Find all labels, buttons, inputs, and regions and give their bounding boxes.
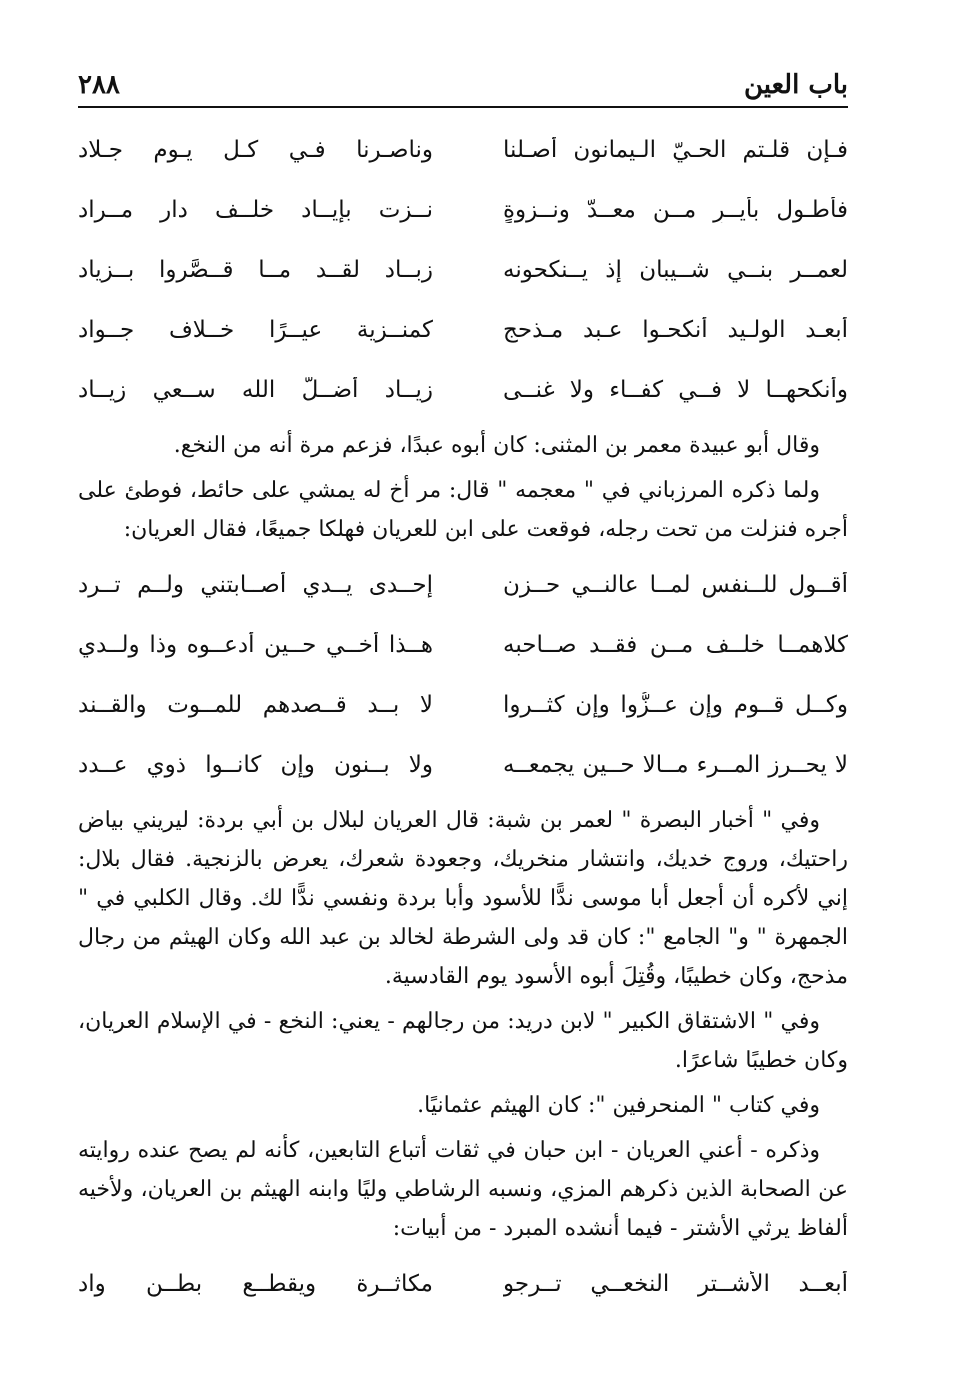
verse-first-hemistich: فـإن قلـتم الحـيّ الـيمانون أصـلنا — [503, 137, 848, 163]
paragraph: وقال أبو عبيدة معمر بن المثنى: كان أبوه عبدًا، فزعم مرة أنه من النخع. — [173, 433, 820, 458]
verse-first-hemistich: أبعـد الولـيد أنكحـوا عـبد مـذحج — [503, 317, 848, 343]
verse-second-hemistich: مكاثــرة ويقطــع بطــن واد — [78, 1271, 433, 1297]
verse-first-hemistich: أبعــد الأشــتر النخعــي تــرجو — [503, 1271, 848, 1297]
paragraph: وفي " أخبار البصرة " لعمر بن شبة: قال العريان لبلال بن أبي بردة: ليريني بياض راحتيك، وروج خديك، وانتشار منخريك، وجعودة شعرك، يعرض بالزنجية. فقال بلال: إني لأكره أن أجعل أبا موسى ندًّا للأسود وأبا بردة ونفسي ندًّا لك. وقال الكلبي في " الجمهرة " و" الجامع ": كان قد ولى الشرطة لخالد بن عبد الله وكان الهيثم من رجال مذحج، وكان خطيبًا، وقُتِلَ أبوه الأسود يوم القادسية. — [78, 808, 848, 989]
verse-second-hemistich: هــذا أخــي حــين أدعــوه وذا ولــدي — [78, 632, 433, 658]
verse-first-hemistich: وكــل قــوم وإن عــزُّوا وإن كثــروا — [503, 692, 848, 718]
verse-second-hemistich: وناصـرنا فـي كـل يـوم جـلاد — [78, 137, 433, 163]
verse-line — [78, 240, 848, 300]
verse-first-hemistich: كلاهمــا خلــف مــن فقــد صــاحبه — [503, 632, 848, 658]
verse-line — [78, 555, 848, 615]
verse-second-hemistich: لا بــد قــصدهم للمــوت والقــند — [78, 692, 433, 718]
page-header — [78, 62, 848, 108]
verse-second-hemistich: نــزت بإيــاد خلــف دار مــراد — [78, 197, 433, 223]
paragraph: وذكره - أعني العريان - ابن حبان في ثقات أتباع التابعين، كأنه لم يصح عنده روايته عن الصحابة الذين ذكرهم المزي، ونسبه الرشاطي وليًا وابنه الهيثم بن العريان، ولأخيه ألفاظ يرثي الأشتر - فيما أنشده المبرد - من أبيات: — [78, 1138, 848, 1241]
verse-line — [78, 675, 848, 735]
paragraph: ولما ذكره المرزباني في " معجمه " قال: مر أخ له يمشي على حائط، فوطئ على أجره فنزلت من تحت رجله، فوقعت على ابن للعريان فهلكا جميعًا، فقال العريان: — [78, 478, 848, 542]
verse-first-hemistich: فأطـول بأيــرٍ مــن معــدّ ونــزوةٍ — [503, 197, 848, 223]
verse-line — [78, 1254, 848, 1314]
verse-line — [78, 360, 848, 420]
paragraph: وفي " الاشتقاق الكبير " لابن دريد: من رجالهم - يعني: النخع - في الإسلام العريان، وكان خطيبًا شاعرًا. — [78, 1009, 848, 1073]
verse-line — [78, 180, 848, 240]
verse-second-hemistich: ولا بــنون وإن كانــوا ذوي عــدد — [78, 752, 433, 778]
verse-first-hemistich: أقــول للــنفس لمــا عالنــي حــزن — [503, 572, 848, 598]
verse-group-2 — [78, 555, 848, 795]
verse-second-hemistich: زيــاد أضــلَّ الله ســعي زيــاد — [78, 377, 433, 403]
verse-first-hemistich: لعمــر بنــي شــيبان إذ يــنكحونه — [503, 257, 848, 283]
verse-line — [78, 615, 848, 675]
verse-second-hemistich: إحــدى يــدي أصــابتني ولــم تــرد — [78, 572, 433, 598]
book-page — [78, 62, 848, 1362]
verse-first-hemistich: لا يحــرز المــرء مــالا حــين يجمعــه — [503, 752, 848, 778]
verse-first-hemistich: وأنكحهــا لا فــي كفــاء ولا غنــى — [503, 377, 848, 403]
page-number: ٢٨٨ — [78, 70, 120, 100]
verse-line — [78, 735, 848, 795]
chapter-title: باب العين — [743, 70, 848, 100]
verse-second-hemistich: كمنــزية عيــرًا خــلاف جــواد — [78, 317, 433, 343]
verse-group-3 — [78, 1254, 848, 1314]
verse-group-1 — [78, 120, 848, 420]
verse-line — [78, 120, 848, 180]
verse-second-hemistich: زبــاد لقــد مــا قــصَّروا بــزياد — [78, 257, 433, 283]
verse-line — [78, 300, 848, 360]
paragraph: وفي كتاب " المنحرفين ": كان الهيثم عثمانيًا. — [417, 1093, 820, 1118]
